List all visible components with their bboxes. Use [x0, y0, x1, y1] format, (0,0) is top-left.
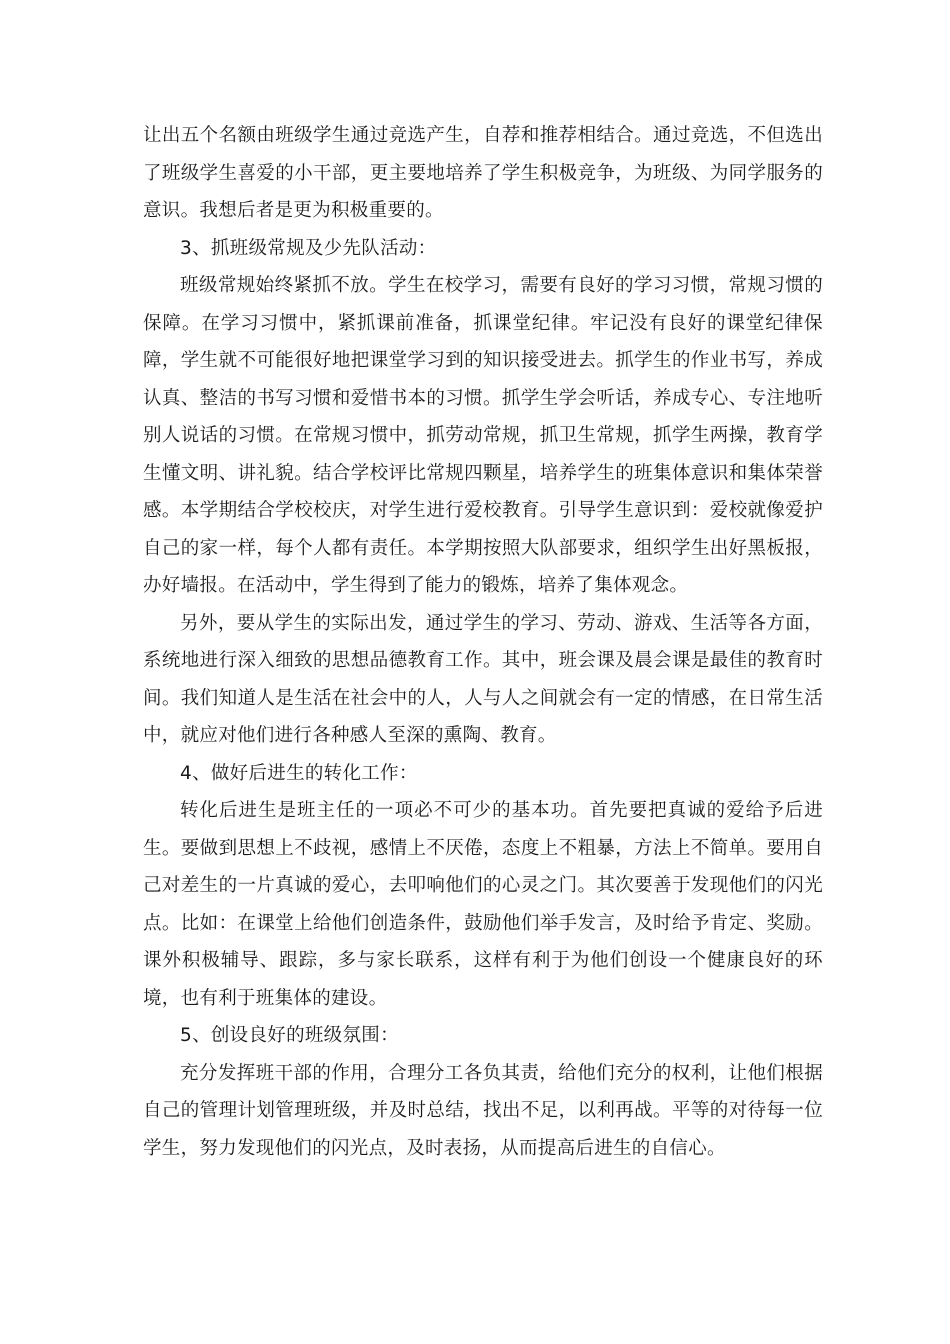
paragraph-class-election: 让出五个名额由班级学生通过竞选产生，自荐和推荐相结合。通过竞选，不但选出了班级学生喜爱的小干部，更主要地培养了学生积极竞争，为班级、为同学服务的意识。我想后者是更为积极重要的。 — [143, 125, 823, 221]
paragraph-moral-education: 另外，要从学生的实际出发，通过学生的学习、劳动、游戏、生活等各方面，系统地进行深入细致的思想品德教育工作。其中，班会课及晨会课是最佳的教育时间。我们知道人是生活在社会中的人，人与人之间就会有一定的情感，在日常生活中，就应对他们进行各种感人至深的熏陶、教育。 — [143, 612, 823, 746]
paragraph-class-atmosphere: 充分发挥班干部的作用，合理分工各负其责，给他们充分的权利，让他们根据自己的管理计划管理班级，并及时总结，找出不足，以利再战。平等的对待每一位学生，努力发现他们的闪光点，及时表扬，从而提高后进生的自信心。 — [143, 1062, 823, 1159]
paragraph-class-routine: 班级常规始终紧抓不放。学生在校学习，需要有良好的学习习惯，常规习惯的保障。在学习习惯中，紧抓课前准备，抓课堂纪律。牢记没有良好的课堂纪律保障，学生就不可能很好地把课堂学习到的知识接受进去。抓学生的作业书写，养成认真、整洁的书写习惯和爱惜书本的习惯。抓学生学会听话，养成专心、专注地听别人说话的习惯。在常规习惯中，抓劳动常规，抓卫生常规，抓学生两操，教育学生懂文明、讲礼貌。结合学校评比常规四颗星，培养学生的班集体意识和集体荣誉感。本学期结合学校校庆，对学生进行爱校教育。引导学生意识到：爱校就像爱护自己的家一样，每个人都有责任。本学期按照大队部要求，组织学生出好黑板报，办好墙报。在活动中，学生得到了能力的锻炼，培养了集体观念。 — [143, 275, 823, 596]
section-heading-5: 5、创设良好的班级氛围： — [180, 1025, 399, 1046]
paragraph-underachiever-transformation: 转化后进生是班主任的一项必不可少的基本功。首先要把真诚的爱给予后进生。要做到思想上不歧视，感情上不厌倦，态度上不粗暴，方法上不简单。要用自己对差生的一片真诚的爱心，去叩响他们的心灵之门。其次要善于发现他们的闪光点。比如：在课堂上给他们创造条件，鼓励他们举手发言，及时给予肯定、奖励。课外积极辅导、跟踪，多与家长联系，这样有利于为他们创设一个健康良好的环境，也有利于班集体的建设。 — [143, 800, 823, 1009]
document-body — [143, 117, 823, 1167]
section-heading-4: 4、做好后进生的转化工作： — [180, 762, 418, 784]
section-heading-3: 3、抓班级常规及少先队活动： — [180, 237, 437, 259]
